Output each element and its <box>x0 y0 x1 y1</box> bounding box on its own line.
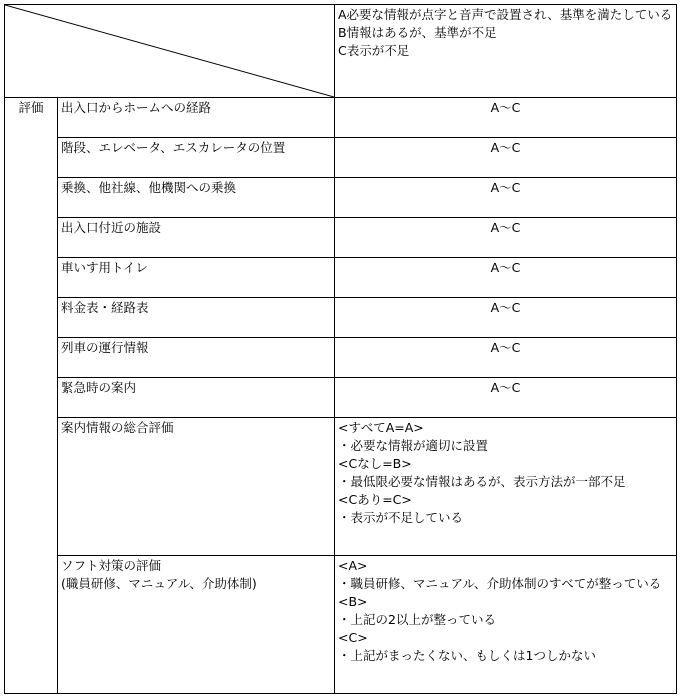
item-cell: 出入口付近の施設 <box>58 218 335 258</box>
criteria-line: <Cなし=B> <box>338 456 412 471</box>
criteria-line: <C> <box>338 630 368 645</box>
item-cell: 緊急時の案内 <box>58 378 335 418</box>
soft-measures-row <box>5 556 677 694</box>
grade-cell: A〜C <box>335 338 677 378</box>
legend-line-a: A必要な情報が点字と音声で設置され、基準を満たしている <box>338 7 673 22</box>
diagonal-corner-cell <box>5 5 335 98</box>
grade-cell: A〜C <box>335 258 677 298</box>
criteria-line: ・上記がまったくない、もしくは1つしかない <box>338 648 596 663</box>
eval-label-cell: 評価 <box>5 98 58 694</box>
criteria-line: ・職員研修、マニュアル、介助体制のすべてが整っている <box>338 576 662 591</box>
item-cell: 出入口からホームへの経路 <box>58 98 335 138</box>
soft-criteria-cell <box>335 556 677 694</box>
header-row <box>5 5 677 98</box>
table-row <box>5 178 677 218</box>
legend-line-c: C表示が不足 <box>338 43 410 58</box>
criteria-line: ・上記の2以上が整っている <box>338 612 496 627</box>
criteria-line: <すべてA=A> <box>338 420 424 435</box>
grade-cell: A〜C <box>335 298 677 338</box>
criteria-line: <Cあり=C> <box>338 492 412 507</box>
grade-cell: A〜C <box>335 138 677 178</box>
table-row <box>5 258 677 298</box>
item-cell: 料金表・経路表 <box>58 298 335 338</box>
criteria-line: ・表示が不足している <box>338 510 464 525</box>
table-row <box>5 218 677 258</box>
criteria-line: ・必要な情報が適切に設置 <box>338 438 489 453</box>
grade-cell: A〜C <box>335 378 677 418</box>
soft-item-title: ソフト対策の評価 <box>61 558 162 573</box>
grade-cell: A〜C <box>335 218 677 258</box>
table-row <box>5 98 677 138</box>
soft-item-cell <box>58 556 335 694</box>
summary-item-cell: 案内情報の総合評価 <box>58 418 335 556</box>
item-cell: 車いす用トイレ <box>58 258 335 298</box>
diagonal-line <box>5 5 334 97</box>
table-row <box>5 138 677 178</box>
grade-legend-cell <box>335 5 677 98</box>
grade-cell: A〜C <box>335 98 677 138</box>
item-cell: 列車の運行情報 <box>58 338 335 378</box>
item-cell: 階段、エレベータ、エスカレータの位置 <box>58 138 335 178</box>
summary-criteria-cell <box>335 418 677 556</box>
table-row <box>5 338 677 378</box>
table-row <box>5 378 677 418</box>
evaluation-table <box>4 4 677 694</box>
criteria-line: <B> <box>338 594 368 609</box>
summary-row <box>5 418 677 556</box>
table-row <box>5 298 677 338</box>
soft-item-subtitle: (職員研修、マニュアル、介助体制) <box>61 576 257 591</box>
grade-cell: A〜C <box>335 178 677 218</box>
criteria-line: ・最低限必要な情報はあるが、表示方法が一部不足 <box>338 474 626 489</box>
item-cell: 乗換、他社線、他機関への乗換 <box>58 178 335 218</box>
legend-line-b: B情報はあるが、基準が不足 <box>338 25 497 40</box>
criteria-line: <A> <box>338 558 368 573</box>
